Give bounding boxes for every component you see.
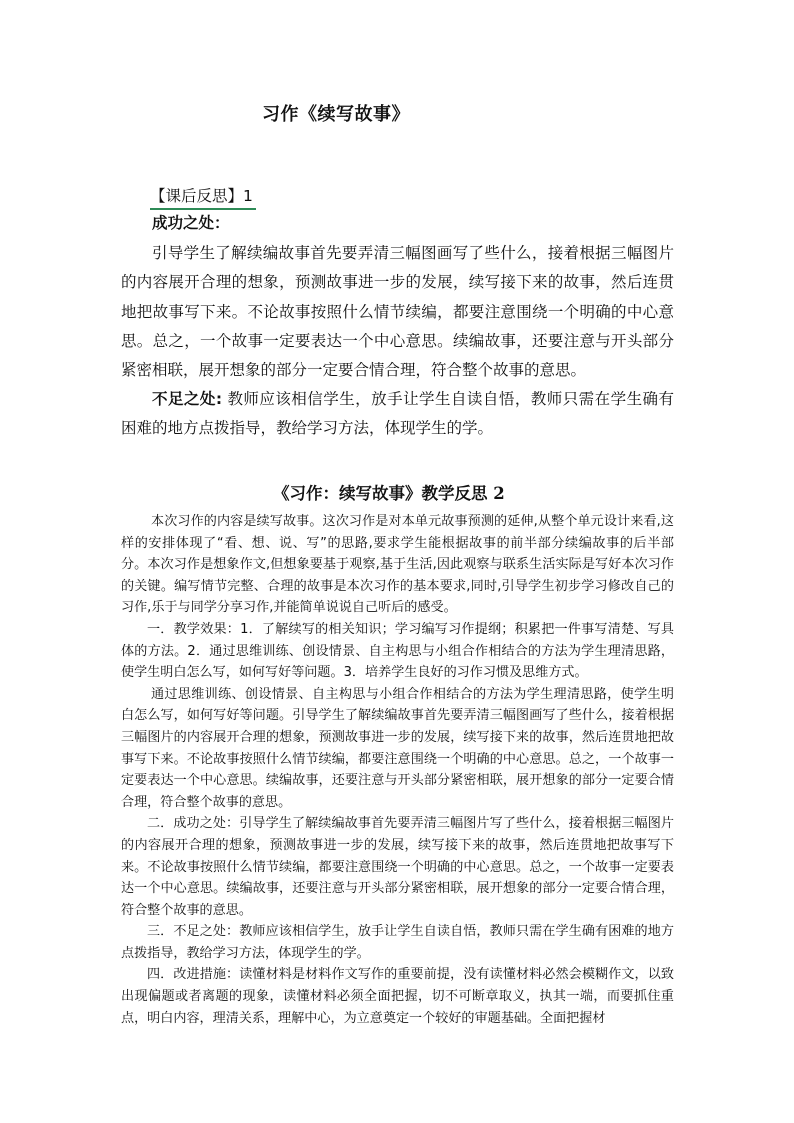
shortfall-label: 不足之处: bbox=[152, 390, 223, 408]
body-paragraph-effect: 一．教学效果：1．了解续写的相关知识；学习编写习作提纲；积累把一件事写清楚、写具体的方法。2．通过思维训练、创设情景、自主构思与小组合作相结合的方法为学生理清思路，使学生明白怎么写，如何写好等问题。3．培养学生良好的习作习惯及思维方式。 bbox=[121, 621, 674, 681]
body-paragraph-method: 通过思维训练、创设情景、自主构思与小组合作相结合的方法为学生理清思路，使学生明白怎么写，如何写好等问题。引导学生了解续编故事首先要弄清三幅图画写了些什么，接着根据三幅图片的内容展开合理的想象，预测故事进一步的发展，续写接下来的故事，然后连贯地把故事写下来。不论故事按照什么情节续编，都要注意围绕一个明确的中心意思。总之，一个故事一定要表达一个中心意思。续编故事，还要注意与开头部分紧密相联，展开想象的部分一定要合情合理，符合整个故事的意思。 bbox=[121, 686, 674, 810]
reflection-2-title: 《习作：续写故事》教学反思 2 bbox=[273, 484, 505, 503]
body-paragraph-improvement: 四．改进措施：读懂材料是材料作文写作的重要前提，没有读懂材料必然会模糊作文，以致出现偏题或者离题的现象，读懂材料必须全面把握，切不可断章取义，执其一端，而要抓住重点，明白内容，理清关系，理解中心，为立意奠定一个较好的审题基础。全面把握材 bbox=[121, 967, 674, 1026]
success-paragraph: 引导学生了解续编故事首先要弄清三幅图画写了些什么，接着根据三幅图片的内容展开合理的想象，预测故事进一步的发展，续写接下来的故事，然后连贯地把故事写下来。不论故事按照什么情节续编，都要注意围绕一个明确的中心意思。总之，一个故事一定要表达一个中心意思。续编故事，还要注意与开头部分紧密相联，展开想象的部分一定要合情合理，符合整个故事的意思。 bbox=[121, 244, 674, 380]
section-label-reflection-1: 【课后反思】1 bbox=[150, 184, 256, 210]
success-heading: 成功之处： bbox=[152, 214, 230, 232]
shortfall-paragraph bbox=[121, 385, 674, 444]
body-paragraph-intro: 本次习作的内容是续写故事。这次习作是对本单元故事预测的延伸,从整个单元设计来看,这样的安排体现了“看、想、说、写”的思路,要求学生能根据故事的前半部分续编故事的后半部分。本次习作是想象作文,但想象要基于观察,基于生活,因此观察与联系生活实际是写好本次习作的关键。编写情节完整、合理的故事是本次习作的基本要求,同时,引导学生初步学习修改自己的习作,乐于与同学分享习作,并能简单说说自己听后的感受。 bbox=[121, 514, 674, 616]
shortfall-text: 教师应该相信学生，放手让学生自读自悟，教师只需在学生确有困难的地方点拨指导，教给学习方法，体现学生的学。 bbox=[121, 390, 674, 438]
document-title: 习作《续写故事》 bbox=[262, 104, 410, 125]
body-paragraph-shortfall: 三．不足之处：教师应该相信学生，放手让学生自读自悟，教师只需在学生确有困难的地方点拨指导，教给学习方法，体现学生的学。 bbox=[121, 924, 674, 961]
reflection-2-body bbox=[121, 511, 674, 1029]
body-paragraph-success: 二．成功之处：引导学生了解续编故事首先要弄清三幅图片写了些什么，接着根据三幅图片的内容展开合理的想象，预测故事进一步的发展，续写接下来的故事，然后连贯地把故事写下来。不论故事按照什么情节续编，都要注意围绕一个明确的中心意思。总之，一个故事一定要表达一个中心意思。续编故事，还要注意与开头部分紧密相联，展开想象的部分一定要合情合理，符合整个故事的意思。 bbox=[121, 816, 674, 918]
